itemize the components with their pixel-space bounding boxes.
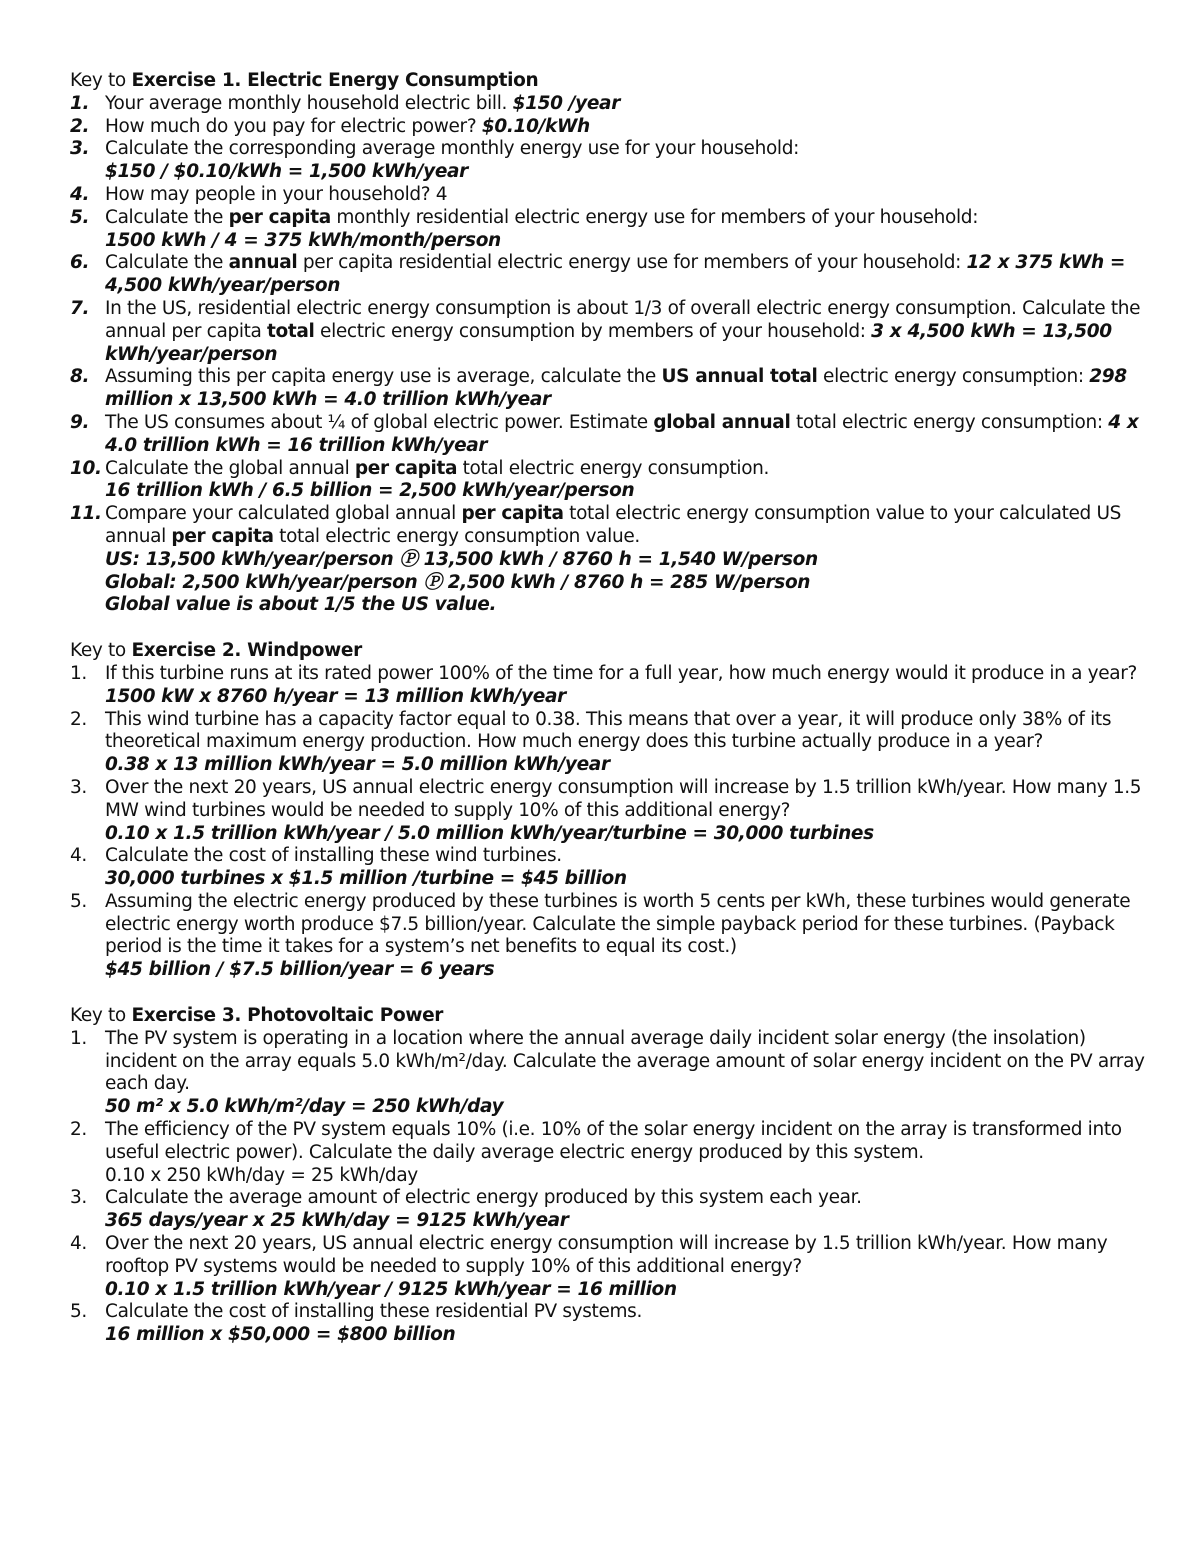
question-text <box>105 412 1138 456</box>
question-emphasis: per capita <box>461 503 564 525</box>
section-heading <box>70 70 1145 93</box>
question-number: 10. <box>70 457 102 479</box>
question-emphasis: US annual total <box>661 366 818 388</box>
answer-line: 0.10 x 250 kWh/day = 25 kWh/day <box>105 1164 418 1186</box>
question-text-run: Calculate the cost of installing these residential PV systems. <box>105 1301 642 1323</box>
question-text-run: per capita residential electric energy use for members of your household: <box>297 252 967 274</box>
question-item <box>70 709 1145 777</box>
question-text-run: How may people in your household? 4 <box>105 183 448 205</box>
section-heading <box>70 640 1145 663</box>
question-number: 1. <box>70 662 87 684</box>
heading-title: Exercise 3. Photovoltaic Power <box>131 1005 444 1027</box>
section-spacer <box>70 617 1145 640</box>
question-item <box>70 93 1145 116</box>
question-text <box>105 709 1111 753</box>
question-text-run: Assuming this per capita energy use is average, calculate the <box>105 366 662 388</box>
exercise-section <box>70 640 1145 982</box>
question-emphasis: per capita <box>171 525 274 547</box>
question-item <box>70 366 1145 412</box>
question-text-run: Assuming the electric energy produced by these turbines is worth 5 cents per kWh, these turbines would generate electric energy worth produce $7.5 billion/year. Calculate the simple payback period for these turbines. (Payback period is the time it takes for a system’s net benefits to equal its cost.) <box>105 890 1131 958</box>
question-number: 1. <box>70 1027 87 1049</box>
exercise-section <box>70 70 1145 617</box>
question-number: 6. <box>70 252 90 274</box>
question-text-run: The US consumes about ¼ of global electric power. Estimate <box>105 411 654 433</box>
question-text-run: total electric energy consumption: <box>790 411 1109 433</box>
heading-title: Exercise 1. Electric Energy Consumption <box>131 70 539 91</box>
question-text-run: Calculate the average amount of electric energy produced by this system each year. <box>105 1187 862 1209</box>
question-item <box>70 458 1145 504</box>
question-number: 5. <box>70 206 90 228</box>
question-list <box>70 1028 1145 1347</box>
answer-inline: 3 x 4,500 kWh = 13,500 kWh/year/person <box>105 320 1112 365</box>
answer-inline: 12 x 375 kWh = 4,500 kWh/year/person <box>105 252 1126 297</box>
question-item <box>70 298 1145 366</box>
question-item <box>70 116 1145 139</box>
question-text <box>105 891 1130 958</box>
question-text-run: Calculate the cost of installing these wind turbines. <box>105 845 562 867</box>
question-number: 4. <box>70 183 90 205</box>
question-text-run: How much do you pay for electric power? <box>105 115 482 137</box>
answer-line: US: 13,500 kWh/year/person Ⓟ 13,500 kWh / 8760 h = 1,540 W/person <box>105 548 818 570</box>
question-number: 11. <box>70 503 102 525</box>
question-item <box>70 891 1145 982</box>
answer-line: Global value is about 1/5 the US value. <box>105 594 497 616</box>
question-text-run: Over the next 20 years, US annual electric energy consumption will increase by 1.5 trillion kWh/year. How many rooftop PV systems would be needed to supply 10% of this additional energy? <box>105 1233 1108 1277</box>
question-text <box>105 1233 1107 1277</box>
question-item <box>70 845 1145 891</box>
question-number: 8. <box>70 366 90 388</box>
heading-title: Exercise 2. Windpower <box>131 640 362 662</box>
question-number: 3. <box>70 776 87 798</box>
question-number: 3. <box>70 1187 87 1209</box>
question-item <box>70 1187 1145 1233</box>
question-text <box>105 252 1125 296</box>
heading-prefix: Key to <box>70 70 132 91</box>
question-text-run: Calculate the <box>105 206 229 228</box>
answer-line: $45 billion / $7.5 billion/year = 6 years <box>105 959 495 981</box>
question-text <box>105 366 1127 410</box>
question-emphasis: per capita <box>354 457 458 479</box>
question-text-run: total electric energy consumption value to your calculated US annual <box>105 503 1122 547</box>
question-text <box>105 116 590 137</box>
heading-prefix: Key to <box>70 640 132 662</box>
question-text <box>105 138 799 159</box>
answer-inline: 298 million x 13,500 kWh = 4.0 trillion kWh/year <box>105 366 1127 411</box>
question-text-run: If this turbine runs at its rated power 100% of the time for a full year, how much energy would it produce in a year? <box>105 662 1137 684</box>
question-item <box>70 663 1145 709</box>
answer-line: $150 / $0.10/kWh = 1,500 kWh/year <box>105 161 468 183</box>
question-number: 1. <box>70 92 90 114</box>
answer-line: 16 million x $50,000 = $800 billion <box>105 1324 456 1346</box>
question-emphasis: global annual <box>653 411 791 433</box>
question-text-run: In the US, residential electric energy consumption is about 1/3 of overall electric energy consumption. Calculate the annual per capita <box>105 297 1141 342</box>
question-number: 7. <box>70 297 90 319</box>
question-item <box>70 503 1145 617</box>
question-item <box>70 777 1145 845</box>
answer-inline: $0.10/kWh <box>481 115 590 137</box>
answer-line: 16 trillion kWh / 6.5 billion = 2,500 kWh/year/person <box>105 480 635 502</box>
question-text-run: total electric energy consumption. <box>457 457 770 479</box>
question-emphasis: annual <box>228 252 298 274</box>
question-item <box>70 1233 1145 1301</box>
answer-line: 50 m² x 5.0 kWh/m²/day = 250 kWh/day <box>105 1096 504 1118</box>
answer-line: 0.10 x 1.5 trillion kWh/year / 5.0 million kWh/year/turbine = 30,000 turbines <box>105 822 874 844</box>
question-text-run: The PV system is operating in a location where the annual average daily incident solar energy (the insolation) incident on the array equals 5.0 kWh/m²/day. Calculate the average amount of solar energy incident on the PV array each day. <box>105 1027 1145 1095</box>
question-text-run: electric energy consumption by members of your household: <box>314 320 872 342</box>
heading-prefix: Key to <box>70 1005 132 1027</box>
question-text <box>105 845 562 866</box>
question-item <box>70 138 1145 184</box>
question-number: 2. <box>70 115 90 137</box>
question-list <box>70 663 1145 982</box>
question-number: 9. <box>70 411 90 433</box>
question-text <box>105 1301 642 1322</box>
question-text <box>105 93 620 114</box>
exercise-section <box>70 1005 1145 1347</box>
question-text <box>105 298 1140 365</box>
question-text-run: Calculate the global annual <box>105 457 355 479</box>
document-body <box>70 70 1145 1347</box>
question-item <box>70 1119 1145 1187</box>
question-text-run: monthly residential electric energy use for members of your household: <box>330 206 979 228</box>
question-text <box>105 1187 862 1208</box>
question-text <box>105 184 447 205</box>
question-item <box>70 184 1145 207</box>
answer-line: 30,000 turbines x $1.5 million /turbine = $45 billion <box>105 868 627 890</box>
question-text <box>105 458 769 479</box>
answer-line: Global: 2,500 kWh/year/person Ⓟ 2,500 kWh / 8760 h = 285 W/person <box>105 571 811 593</box>
question-text-run: Your average monthly household electric bill. <box>105 92 513 114</box>
section-heading <box>70 1005 1145 1028</box>
question-number: 2. <box>70 708 87 730</box>
question-text <box>105 777 1141 821</box>
question-number: 4. <box>70 845 87 867</box>
question-item <box>70 412 1145 458</box>
question-text-run: This wind turbine has a capacity factor equal to 0.38. This means that over a year, it will produce only 38% of its theoretical maximum energy production. How much energy does this turbine actually produce in a year? <box>105 708 1112 753</box>
question-text-run: Over the next 20 years, US annual electric energy consumption will increase by 1.5 trillion kWh/year. How many 1.5 MW wind turbines would be needed to supply 10% of this additional energy? <box>105 776 1142 821</box>
question-emphasis: per capita <box>228 206 331 228</box>
question-emphasis: total <box>267 320 315 342</box>
question-list <box>70 93 1145 617</box>
question-text-run: Calculate the corresponding average monthly energy use for your household: <box>105 138 799 160</box>
question-text-run: electric energy consumption: <box>817 366 1090 388</box>
question-text <box>105 1028 1145 1095</box>
question-item <box>70 1301 1145 1347</box>
question-text-run: Compare your calculated global annual <box>105 503 462 525</box>
question-number: 4. <box>70 1233 87 1255</box>
answer-line: 0.10 x 1.5 trillion kWh/year / 9125 kWh/year = 16 million <box>105 1278 677 1300</box>
question-item <box>70 252 1145 298</box>
question-number: 2. <box>70 1119 87 1141</box>
question-text-run: total electric energy consumption value. <box>273 525 640 547</box>
answer-inline: $150 /year <box>512 92 620 114</box>
answer-line: 1500 kWh / 4 = 375 kWh/month/person <box>105 229 501 251</box>
section-spacer <box>70 982 1145 1005</box>
answer-line: 365 days/year x 25 kWh/day = 9125 kWh/year <box>105 1210 569 1232</box>
answer-inline: 4 x 4.0 trillion kWh = 16 trillion kWh/year <box>105 411 1139 456</box>
question-number: 5. <box>70 1301 87 1323</box>
question-text <box>105 1119 1122 1163</box>
question-text <box>105 503 1121 547</box>
question-item <box>70 207 1145 253</box>
question-text-run: Calculate the <box>105 252 229 274</box>
question-text <box>105 207 978 228</box>
question-item <box>70 1028 1145 1119</box>
question-text-run: The efficiency of the PV system equals 10% (i.e. 10% of the solar energy incident on the array is transformed into useful electric power). Calculate the daily average electric energy produced by this system. <box>105 1119 1122 1163</box>
answer-line: 1500 kW x 8760 h/year = 13 million kWh/year <box>105 685 566 707</box>
question-text <box>105 663 1137 684</box>
question-number: 3. <box>70 138 90 160</box>
question-number: 5. <box>70 890 87 912</box>
answer-line: 0.38 x 13 million kWh/year = 5.0 million kWh/year <box>105 754 610 776</box>
